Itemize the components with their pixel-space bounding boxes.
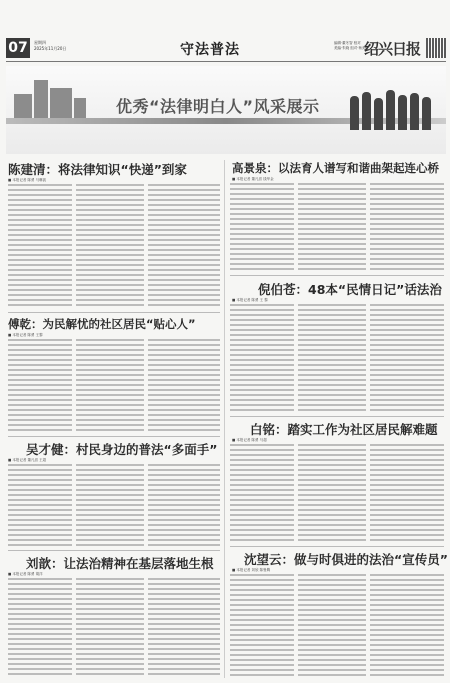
article-headline: 陈建清：将法律知识“快递”到家 <box>8 162 187 177</box>
article-body <box>298 574 366 678</box>
article-body <box>8 464 72 546</box>
person-silhouette <box>422 97 431 130</box>
article-body <box>370 444 444 542</box>
article-body <box>76 464 144 546</box>
article-byline: ■ 本报记者 陈勇 胡洋 <box>8 572 43 576</box>
article-separator <box>8 550 220 551</box>
person-silhouette <box>374 98 383 130</box>
article-headline: 吴才健：村民身边的普法“多面手” <box>26 442 218 457</box>
article-headline: 沈望云：做与时俱进的法治“宣传员” <box>244 552 448 567</box>
article-separator <box>8 312 220 313</box>
article-byline: ■ 本报记者 陈勇 马琳凯 <box>8 178 47 182</box>
date-line: 2025年11月20日 <box>34 46 67 51</box>
person-silhouette <box>410 93 419 130</box>
article-body <box>298 304 366 414</box>
article-byline: ■ 本报记者 陈勇 马超 <box>232 438 267 442</box>
article-body <box>230 574 294 678</box>
person-silhouette <box>398 95 407 130</box>
article-separator <box>230 416 444 417</box>
day-line: 星期四 <box>34 40 46 45</box>
article-body <box>148 578 220 678</box>
article-headline: 刘歆：让法治精神在基层落地生根 <box>26 556 214 571</box>
page-number: 07 <box>6 38 30 58</box>
design-line: 美编·朱晓 组对·杨美红 <box>334 46 369 50</box>
article-body <box>76 339 144 433</box>
qr-code-icon <box>426 38 446 58</box>
article-body <box>370 304 444 414</box>
article-body <box>370 574 444 678</box>
article-byline: ■ 本报记者 董凡嵩 王超 <box>8 458 47 462</box>
article-byline: ■ 本报记者 陈勇 王 黎 <box>232 298 268 302</box>
article-body <box>8 578 72 678</box>
article-body <box>230 183 294 271</box>
article-body <box>298 444 366 542</box>
article-byline: ■ 本报记者 刘欣 陈鲁腾 <box>232 568 271 572</box>
article-body <box>76 578 144 678</box>
article-separator <box>230 275 444 276</box>
article-body <box>76 184 144 308</box>
article-body <box>148 464 220 546</box>
article-body <box>8 339 72 433</box>
section-title: 守法普法 <box>180 42 240 58</box>
article-byline: ■ 本报记者 董凡嵩 钱华金 <box>232 177 274 181</box>
article-body <box>148 184 220 308</box>
article-byline: ■ 本报记者 陈勇 王黎 <box>8 333 43 337</box>
person-silhouette <box>362 92 371 130</box>
article-headline: 倪伯苍：48本“民情日记”话法治 <box>258 282 442 297</box>
person-silhouette <box>350 96 359 130</box>
editor-line: 编辑·董冬智 校对 <box>334 41 361 45</box>
article-body <box>230 304 294 414</box>
column-divider <box>224 160 225 678</box>
article-body <box>230 444 294 542</box>
article-headline: 白铭：踏实工作为社区居民解难题 <box>250 422 438 437</box>
paper-logo: 绍兴日报 <box>364 40 421 58</box>
banner-title: 优秀“法律明白人”风采展示 <box>116 97 320 116</box>
article-body <box>298 183 366 271</box>
article-headline: 傅乾：为民解忧的社区居民“贴心人” <box>8 317 196 331</box>
date-block <box>34 40 66 52</box>
feature-banner <box>6 66 446 154</box>
article-separator <box>230 546 444 547</box>
article-body <box>148 339 220 433</box>
masthead <box>6 38 446 62</box>
article-body <box>370 183 444 271</box>
article-body <box>8 184 72 308</box>
person-silhouette <box>386 90 395 130</box>
article-separator <box>8 436 220 437</box>
article-headline: 高景泉：以法育人谱写和谐曲架起连心桥 <box>232 161 439 175</box>
